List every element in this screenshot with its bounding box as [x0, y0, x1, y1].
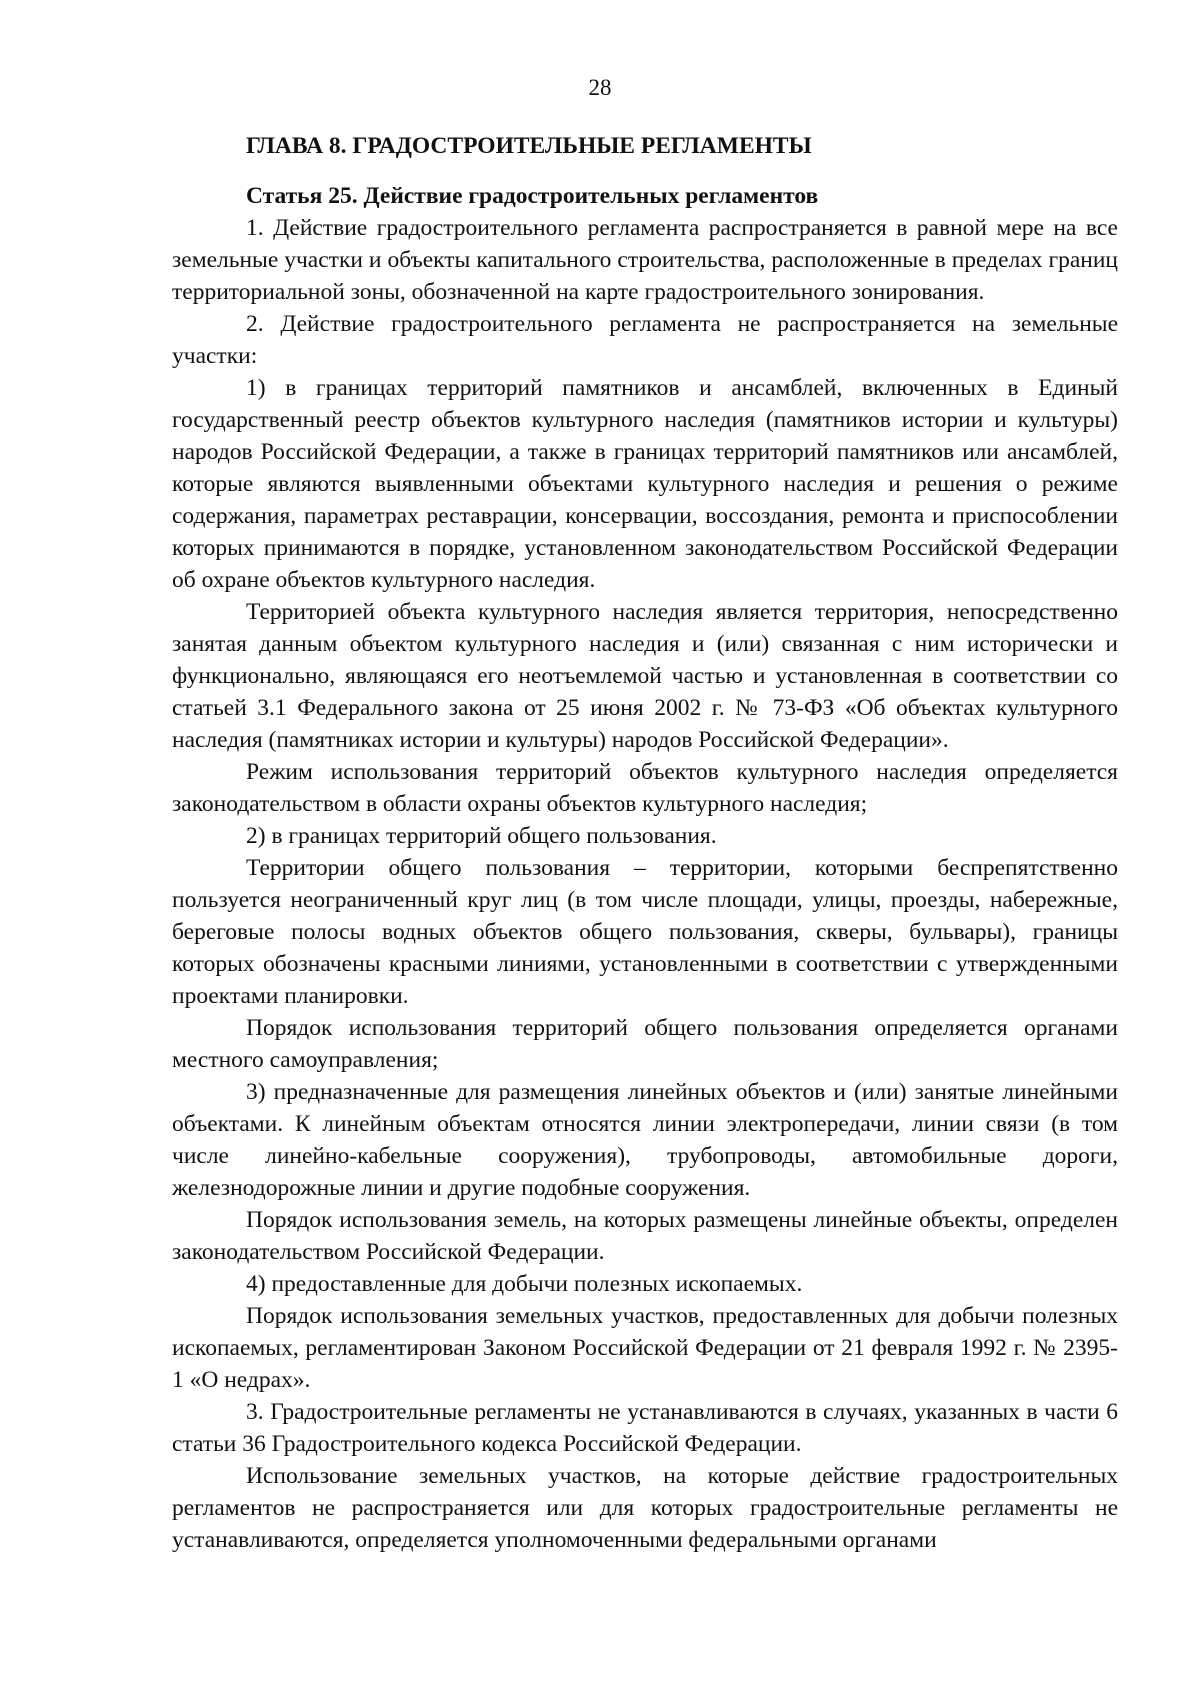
- paragraph-11: 4) предоставленные для добычи полезных ископаемых.: [246, 1271, 803, 1297]
- paragraph-12: Порядок использования земельных участков, предоставленных для добычи полезных ископаемых, регламентирован Законом Российской Федерации от 21 февраля 1992 г. № 2395-1 «О недрах».: [172, 1303, 1118, 1393]
- paragraph-7: Территории общего пользования – территории, которыми беспрепятственно пользуется неограниченный круг лиц (в том числе площади, улицы, проезды, набережные, береговые полосы водных объектов общего пользования, скверы, бульвары), границы которых обозначены красными линиями, установленными в соответствии с утвержденными проектами планировки.: [172, 855, 1118, 1009]
- chapter-title: ГЛАВА 8. ГРАДОСТРОИТЕЛЬНЫЕ РЕГЛАМЕНТЫ: [246, 133, 812, 159]
- page-number: 28: [588, 75, 612, 100]
- paragraph-13: 3. Градостроительные регламенты не устанавливаются в случаях, указанных в части 6 статьи 36 Градостроительного кодекса Российской Федерации.: [172, 1399, 1118, 1457]
- paragraph-3: 1) в границах территорий памятников и ансамблей, включенных в Единый государственный реестр объектов культурного наследия (памятников истории и культуры) народов Российской Федерации, а также в границах территорий памятников или ансамблей, которые являются выявленными объектами культурного наследия и решения о режиме содержания, параметрах реставрации, консервации, воссоздания, ремонта и приспособлении которых принимаются в порядке, установленном законодательством Российской Федерации об охране объектов культурного наследия.: [172, 375, 1118, 593]
- paragraph-5: Режим использования территорий объектов культурного наследия определяется законодательством в области охраны объектов культурного наследия;: [172, 759, 1118, 817]
- article-title: Статья 25. Действие градостроительных регламентов: [246, 183, 819, 209]
- paragraph-9: 3) предназначенные для размещения линейных объектов и (или) занятые линейными объектами. К линейным объектам относятся линии электропередачи, линии связи (в том числе линейно-кабельные сооружения), трубопроводы, автомобильные дороги, железнодорожные линии и другие подобные сооружения.: [172, 1079, 1118, 1201]
- paragraph-14: Использование земельных участков, на которые действие градостроительных регламентов не распространяется или для которых градостроительные регламенты не устанавливаются, определяется уполномоченными федеральными органами: [172, 1463, 1118, 1553]
- paragraph-2: 2. Действие градостроительного регламента не распространяется на земельные участки:: [172, 311, 1118, 369]
- paragraph-1: 1. Действие градостроительного регламента распространяется в равной мере на все земельные участки и объекты капитального строительства, расположенные в пределах границ территориальной зоны, обозначенной на карте градостроительного зонирования.: [172, 215, 1118, 305]
- paragraph-8: Порядок использования территорий общего пользования определяется органами местного самоуправления;: [172, 1015, 1118, 1073]
- paragraph-10: Порядок использования земель, на которых размещены линейные объекты, определен законодательством Российской Федерации.: [172, 1207, 1118, 1265]
- paragraph-6: 2) в границах территорий общего пользования.: [246, 823, 717, 849]
- document-body: [172, 130, 1118, 1556]
- paragraph-4: Территорией объекта культурного наследия является территория, непосредственно занятая данным объектом культурного наследия и (или) связанная с ним исторически и функционально, являющаяся его неотъемлемой частью и установленная в соответствии со статьей 3.1 Федерального закона от 25 июня 2002 г. № 73-ФЗ «Об объектах культурного наследия (памятниках истории и культуры) народов Российской Федерации».: [172, 599, 1118, 753]
